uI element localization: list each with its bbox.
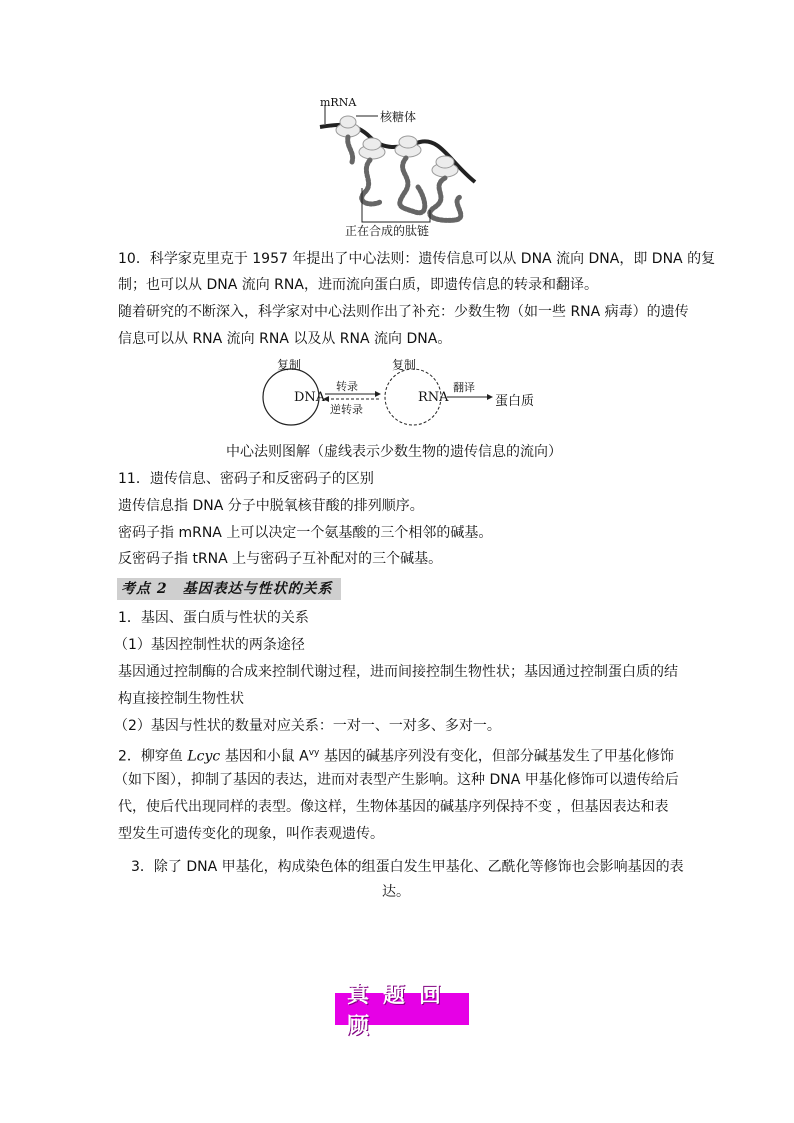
peptide-4 [430, 178, 461, 220]
item2-line3: 代，使后代出现同样的表型。像这样，生物体基因的碱基序列保持不变 ，但基因表达和表 [118, 799, 669, 815]
p11-line2: 密码子指 mRNA 上可以决定一个氨基酸的三个相邻的碱基。 [118, 525, 493, 541]
replicate-left-label: 复制 [277, 358, 302, 372]
peptide-2 [362, 160, 380, 204]
peptide-1 [348, 137, 353, 162]
item2-mid: 基因和小鼠 A [220, 748, 309, 765]
protein-label: 蛋白质 [495, 394, 535, 409]
sub1-title: （1）基因控制性状的两条途径 [114, 637, 305, 653]
item2-rest: 基因的碱基序列没有变化，但部分碱基发生了甲基化修饰 [319, 748, 674, 765]
item2-sup: vy [308, 748, 320, 758]
p10-line4: 信息可以从 RNA 流向 RNA 以及从 RNA 流向 DNA。 [118, 331, 452, 347]
ribosome-3-top [399, 136, 417, 148]
p10-line2: 制；也可以从 DNA 流向 RNA，进而流向蛋白质，即遗传信息的转录和翻译。 [118, 277, 598, 293]
sub1-line1: 基因通过控制酶的合成来控制代谢过程，进而间接控制生物性状；基因通过控制蛋白质的结 [118, 664, 678, 680]
item2-prefix: 2．柳穿鱼 [118, 748, 188, 765]
transcription-label: 转录 [336, 380, 358, 393]
item2-line4: 型发生可遗传变化的现象，叫作表观遗传。 [118, 826, 384, 842]
sub2: （2）基因与性状的数量对应关系：一对一、一对多、多对一。 [114, 718, 501, 734]
item1-title: 1．基因、蛋白质与性状的关系 [118, 610, 309, 626]
p11-title: 11．遗传信息、密码子和反密码子的区别 [118, 471, 374, 487]
item2-gene1: Lcyc [187, 748, 221, 765]
peptide-caption: 正在合成的肽链 [345, 224, 430, 238]
p10-line1: 10．科学家克里克于 1957 年提出了中心法则：遗传信息可以从 DNA 流向 DNA，即 DNA 的复 [118, 251, 716, 267]
ribosome-2-top [363, 138, 381, 150]
review-banner [333, 983, 471, 1039]
item2-line1 [118, 743, 674, 767]
ribosome-label: 核糖体 [380, 110, 417, 124]
ribosome-1-top [340, 116, 356, 128]
translation-label: 翻译 [453, 381, 475, 394]
item3-line1: 3．除了 DNA 甲基化，构成染色体的组蛋白发生甲基化、乙酰化等修饰也会影响基因的表 [131, 859, 684, 875]
p11-line1: 遗传信息指 DNA 分子中脱氧核苷酸的排列顺序。 [118, 498, 424, 514]
item3-line2: 达。 [382, 884, 410, 900]
sub1-line2: 构直接控制生物性状 [118, 691, 244, 707]
item2-line2: （如下图），抑制了基因的表达，进而对表型产生影响。这种 DNA 甲基化修饰可以遗传给后 [114, 772, 679, 788]
peptide-3 [400, 158, 425, 213]
replicate-right-label: 复制 [392, 358, 417, 372]
mrna-label: mRNA [320, 96, 357, 109]
rna-label: RNA [418, 390, 449, 405]
central-dogma-caption: 中心法则图解（虚线表示少数生物的遗传信息的流向） [226, 444, 562, 460]
dna-label: DNA [294, 390, 326, 405]
reverse-transcription-label: 逆转录 [330, 403, 363, 416]
p11-line3: 反密码子指 tRNA 上与密码子互补配对的三个碱基。 [118, 551, 443, 567]
ribosome-4-top [436, 156, 454, 168]
review-banner-text: 真题回顾 [347, 983, 456, 1039]
section-heading: 考点 2 基因表达与性状的关系 [117, 578, 341, 600]
p10-line3: 随着研究的不断深入，科学家对中心法则作出了补充：少数生物（如一些 RNA 病毒）的遗传 [118, 304, 689, 320]
